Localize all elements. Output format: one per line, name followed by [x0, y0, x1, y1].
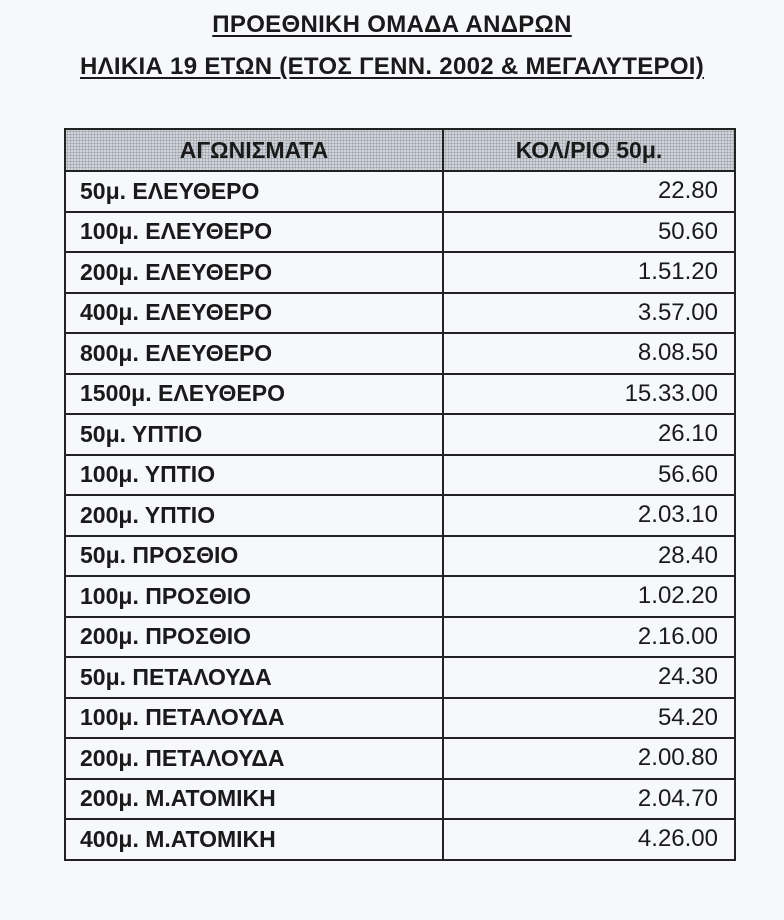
table-body [65, 171, 735, 860]
time-cell: 1.51.20 [443, 252, 735, 293]
event-cell: 100μ. ΠΡΟΣΘΙΟ [65, 576, 443, 617]
event-cell: 400μ. Μ.ΑΤΟΜΙΚΗ [65, 819, 443, 860]
table-row [65, 698, 735, 739]
event-cell: 200μ. ΕΛΕΥΘΕΡΟ [65, 252, 443, 293]
table-row [65, 819, 735, 860]
event-cell: 200μ. ΠΕΤΑΛΟΥΔΑ [65, 738, 443, 779]
qualifying-times-table [64, 128, 736, 861]
time-cell: 26.10 [443, 414, 735, 455]
event-cell: 200μ. ΠΡΟΣΘΙΟ [65, 617, 443, 658]
event-cell: 100μ. ΕΛΕΥΘΕΡΟ [65, 212, 443, 253]
table-header [65, 129, 735, 171]
time-cell: 8.08.50 [443, 333, 735, 374]
header-events: ΑΓΩΝΙΣΜΑΤΑ [65, 129, 443, 171]
table-row [65, 455, 735, 496]
event-cell: 100μ. ΥΠΤΙΟ [65, 455, 443, 496]
time-cell: 2.16.00 [443, 617, 735, 658]
time-cell: 24.30 [443, 657, 735, 698]
time-cell: 4.26.00 [443, 819, 735, 860]
time-cell: 3.57.00 [443, 293, 735, 334]
time-cell: 2.03.10 [443, 495, 735, 536]
table-row [65, 779, 735, 820]
event-cell: 200μ. ΥΠΤΙΟ [65, 495, 443, 536]
table-row [65, 374, 735, 415]
event-cell: 200μ. Μ.ΑΤΟΜΙΚΗ [65, 779, 443, 820]
table-row [65, 333, 735, 374]
page-subtitle: ΗΛΙΚΙΑ 19 ΕΤΩΝ (ΕΤΟΣ ΓΕΝΝ. 2002 & ΜΕΓΑΛΥΤΕΡΟΙ) [79, 53, 705, 80]
time-cell: 28.40 [443, 536, 735, 577]
header-row [65, 129, 735, 171]
table-row [65, 171, 735, 212]
table-row [65, 212, 735, 253]
event-cell: 50μ. ΠΡΟΣΘΙΟ [65, 536, 443, 577]
time-cell: 50.60 [443, 212, 735, 253]
table-row [65, 293, 735, 334]
event-cell: 1500μ. ΕΛΕΥΘΕΡΟ [65, 374, 443, 415]
event-cell: 50μ. ΠΕΤΑΛΟΥΔΑ [65, 657, 443, 698]
event-cell: 50μ. ΕΛΕΥΘΕΡΟ [65, 171, 443, 212]
time-cell: 22.80 [443, 171, 735, 212]
event-cell: 100μ. ΠΕΤΑΛΟΥΔΑ [65, 698, 443, 739]
time-cell: 2.04.70 [443, 779, 735, 820]
table-row [65, 738, 735, 779]
table-row [65, 576, 735, 617]
event-cell: 50μ. ΥΠΤΙΟ [65, 414, 443, 455]
time-cell: 1.02.20 [443, 576, 735, 617]
table-row [65, 657, 735, 698]
time-cell: 54.20 [443, 698, 735, 739]
page-title: ΠΡΟΕΘΝΙΚΗ ΟΜΑΔΑ ΑΝΔΡΩΝ [212, 11, 572, 38]
time-cell: 56.60 [443, 455, 735, 496]
table-row [65, 414, 735, 455]
time-cell: 15.33.00 [443, 374, 735, 415]
table-row [65, 252, 735, 293]
time-cell: 2.00.80 [443, 738, 735, 779]
event-cell: 800μ. ΕΛΕΥΘΕΡΟ [65, 333, 443, 374]
header-qualifying-time: ΚΟΛ/ΡΙΟ 50μ. [443, 129, 735, 171]
event-cell: 400μ. ΕΛΕΥΘΕΡΟ [65, 293, 443, 334]
table-row [65, 617, 735, 658]
table-row [65, 536, 735, 577]
table-row [65, 495, 735, 536]
